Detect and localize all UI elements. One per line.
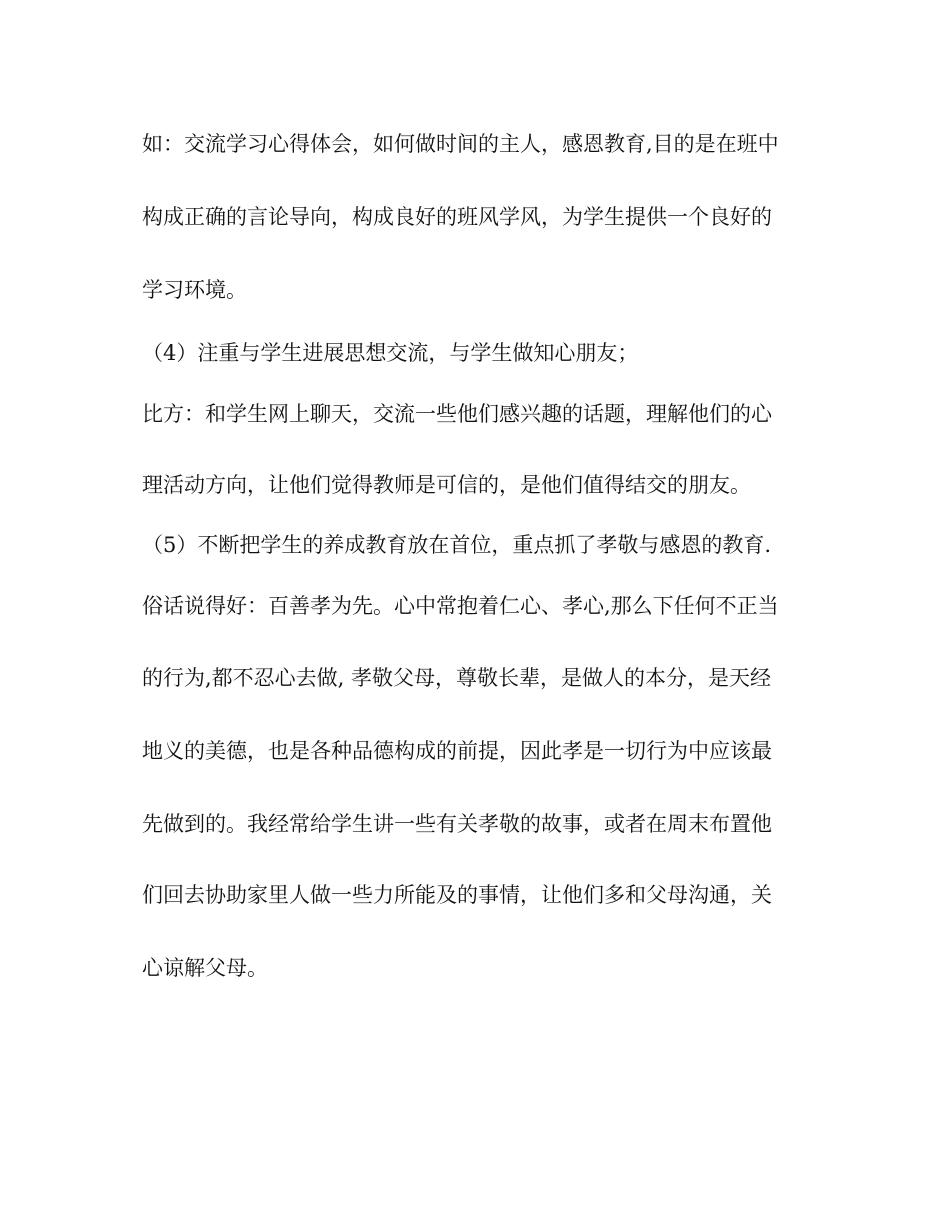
text-line-5: 比方：和学生网上聊天，交流一些他们感兴趣的话题，理解他们的心 xyxy=(142,402,772,426)
text-line-1: 如：交流学习心得体会，如何做时间的主人，感恩教育,目的是在班中 xyxy=(142,132,779,156)
text-line-13: 心谅解父母。 xyxy=(142,956,268,980)
text-line-7: （5）不断把学生的养成教育放在首位，重点抓了孝敬与感恩的教育. xyxy=(142,533,772,557)
text-line-11: 先做到的。我经常给学生讲一些有关孝敬的故事，或者在周末布置他 xyxy=(142,812,772,836)
text-line-10: 地义的美德，也是各种品德构成的前提，因此孝是一切行为中应该最 xyxy=(142,739,772,763)
text-line-2: 构成正确的言论导向，构成良好的班风学风，为学生提供一个良好的 xyxy=(142,205,772,229)
text-line-12: 们回去协助家里人做一些力所能及的事情，让他们多和父母沟通，关 xyxy=(142,883,772,907)
text-line-8: 俗话说得好：百善孝为先。心中常抱着仁心、孝心,那么下任何不正当 xyxy=(142,594,779,618)
text-line-9: 的行为,都不忍心去做, 孝敬父母，尊敬长辈，是做人的本分，是天经 xyxy=(142,666,772,690)
text-line-6: 理活动方向，让他们觉得教师是可信的，是他们值得结交的朋友。 xyxy=(142,473,751,497)
text-line-3: 学习环境。 xyxy=(142,278,247,302)
text-line-4: （4）注重与学生进展思想交流，与学生做知心朋友； xyxy=(142,341,639,365)
